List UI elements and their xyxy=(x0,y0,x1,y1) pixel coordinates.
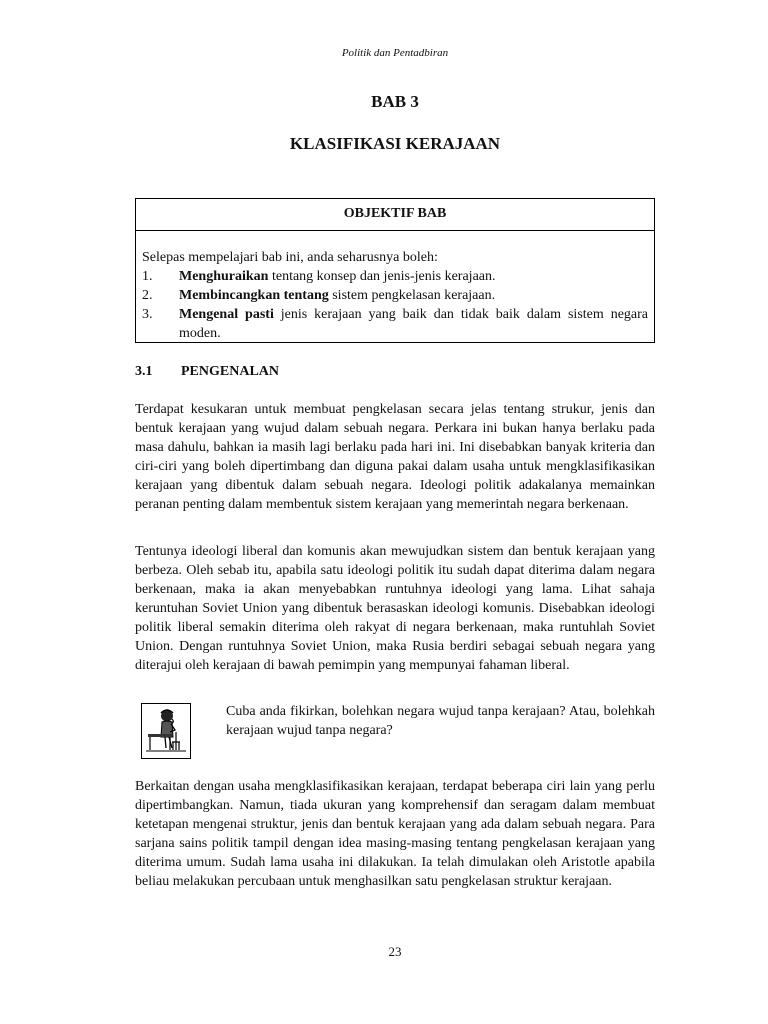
objective-keyword: Menghuraikan xyxy=(179,269,269,284)
objective-number: 1. xyxy=(142,269,153,284)
section-heading xyxy=(135,364,279,380)
section-title: PENGENALAN xyxy=(181,364,280,379)
objective-keyword: Mengenal pasti xyxy=(179,307,274,322)
objective-text: jenis kerajaan yang baik dan tidak baik dalam sistem negara moden. xyxy=(179,307,648,341)
thinking-person-drawing xyxy=(142,704,190,758)
objective-item xyxy=(142,286,648,305)
chapter-title: KLASIFIKASI KERAJAAN xyxy=(289,134,501,153)
section-number: 3.1 xyxy=(135,364,153,379)
objectives-body xyxy=(136,231,654,343)
body-paragraph: Berkaitan dengan usaha mengklasifikasikan kerajaan, terdapat beberapa ciri lain yang perlu dipertimbangkan. Namun, tiada ukuran yang komprehensif dan seragam dalam membuat ketetapan mengenai struktur, jenis dan bentuk kerajaan yang ada dalam sebuah negara. Para sarjana sains politik tampil dengan idea masing-masing tentang pengkelasan kerajaan yang diterima umum. Sudah lama usaha ini dilakukan. Ia telah dimulakan oleh Aristotle apabila beliau melakukan percubaan untuk menghasilkan satu pengkelasan struktur kerajaan. xyxy=(135,779,655,889)
thinking-person-icon xyxy=(141,703,191,759)
objective-item xyxy=(142,305,648,343)
objective-number: 3. xyxy=(142,307,153,322)
page-number: 23 xyxy=(388,944,402,959)
objective-text: tentang konsep dan jenis-jenis kerajaan. xyxy=(268,269,496,284)
body-paragraph: Tentunya ideologi liberal dan komunis akan mewujudkan sistem dan bentuk kerajaan yang berbeza. Oleh sebab itu, apabila satu ideologi politik itu sudah dapat diterima dalam negara berkenaan, maka ia akan menyebabkan runtuhnya ideologi yang lama. Lihat sahaja keruntuhan Soviet Union yang dibentuk berasaskan ideologi komunis. Disebabkan ideologi politik liberal semakin diterima oleh rakyat di negara berkenaan, maka runtuhlah Soviet Union. Dengan runtuhnya Soviet Union, maka Rusia berdiri sebagai sebuah negara yang diterajui oleh kerajaan di bawah pemimpin yang mempunyai fahaman liberal. xyxy=(135,544,655,673)
reflection-question: Cuba anda fikirkan, bolehkan negara wujud tanpa kerajaan? Atau, bolehkah kerajaan wujud tanpa negara? xyxy=(226,704,655,738)
objective-keyword: Membincangkan tentang xyxy=(179,288,329,303)
objective-number: 2. xyxy=(142,288,153,303)
objective-text: sistem pengkelasan kerajaan. xyxy=(328,288,496,303)
objective-item xyxy=(142,267,648,286)
objectives-heading: OBJEKTIF BAB xyxy=(136,199,654,231)
chapter-number: BAB 3 xyxy=(371,92,419,111)
body-paragraph: Terdapat kesukaran untuk membuat pengkelasan secara jelas tentang strukur, jenis dan bentuk kerajaan yang wujud dalam sebuah negara. Perkara ini bukan hanya berlaku pada masa dahulu, bahkan ia masih lagi berlaku pada hari ini. Ini disebabkan banyak kriteria dan ciri-ciri yang boleh dipertimbang dan diguna pakai dalam usaha untuk mengklasifikasikan kerajaan yang dibentuk dalam sebuah negara. Ideologi politik adakalanya memainkan peranan penting dalam membentuk sistem kerajaan yang memerintah negara berkenaan. xyxy=(135,402,655,512)
running-header: Politik dan Pentadbiran xyxy=(341,47,449,59)
objectives-box xyxy=(135,198,655,343)
objectives-intro: Selepas mempelajari bab ini, anda seharusnya boleh: xyxy=(142,250,438,265)
